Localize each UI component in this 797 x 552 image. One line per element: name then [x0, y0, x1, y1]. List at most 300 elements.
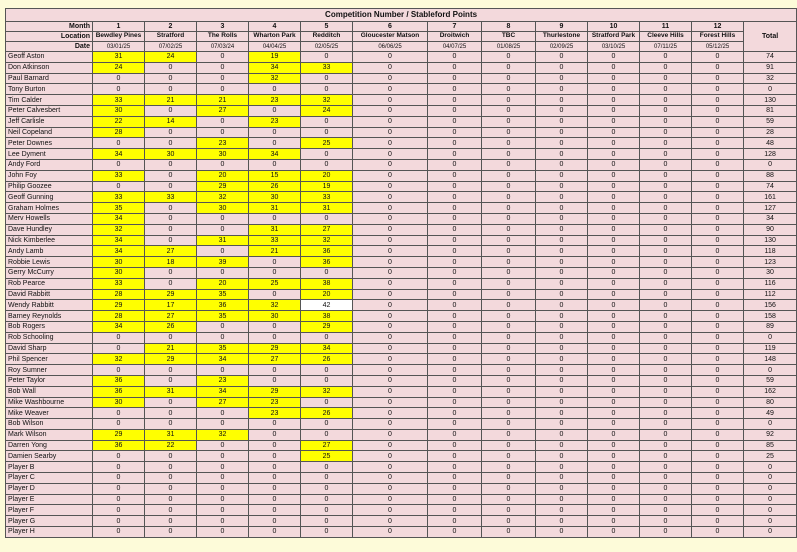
score-cell: 27	[145, 311, 197, 322]
score-cell: 26	[145, 321, 197, 332]
player-name: Player G	[6, 516, 93, 527]
score-cell: 0	[145, 235, 197, 246]
total-cell: 0	[744, 516, 797, 527]
score-cell: 29	[145, 354, 197, 365]
score-cell: 0	[588, 408, 640, 419]
score-cell: 35	[197, 343, 249, 354]
table-row	[6, 343, 797, 354]
score-cell: 32	[93, 224, 145, 235]
player-name: Tim Calder	[6, 95, 93, 106]
score-cell: 0	[640, 451, 692, 462]
player-name: John Foy	[6, 170, 93, 181]
score-cell: 0	[428, 483, 482, 494]
score-cell: 0	[536, 224, 588, 235]
score-cell: 20	[197, 278, 249, 289]
score-cell: 0	[482, 95, 536, 106]
score-cell: 0	[482, 116, 536, 127]
score-cell: 0	[692, 343, 744, 354]
player-name: Neil Copeland	[6, 127, 93, 138]
score-cell: 0	[301, 213, 353, 224]
total-cell: 158	[744, 311, 797, 322]
venue-name: Stratford	[145, 32, 197, 42]
score-cell: 27	[197, 397, 249, 408]
score-cell: 31	[145, 386, 197, 397]
score-cell: 0	[301, 332, 353, 343]
score-cell: 0	[482, 170, 536, 181]
total-cell: 0	[744, 332, 797, 343]
score-cell: 0	[536, 354, 588, 365]
score-cell: 25	[249, 278, 301, 289]
score-cell: 0	[640, 440, 692, 451]
score-cell: 0	[249, 159, 301, 170]
score-cell: 0	[640, 149, 692, 160]
score-cell: 0	[692, 289, 744, 300]
score-cell: 0	[353, 408, 428, 419]
score-cell: 0	[536, 343, 588, 354]
score-cell: 0	[692, 516, 744, 527]
score-cell: 0	[353, 311, 428, 322]
score-cell: 0	[197, 483, 249, 494]
player-name: Andy Ford	[6, 159, 93, 170]
score-cell: 0	[536, 181, 588, 192]
score-cell: 0	[588, 246, 640, 257]
score-cell: 34	[249, 62, 301, 73]
score-cell: 0	[93, 181, 145, 192]
score-cell: 17	[145, 300, 197, 311]
score-cell: 0	[692, 527, 744, 538]
score-cell: 30	[145, 149, 197, 160]
score-cell: 29	[301, 321, 353, 332]
score-cell: 0	[536, 321, 588, 332]
total-cell: 0	[744, 505, 797, 516]
table-row	[6, 462, 797, 473]
table-row	[6, 494, 797, 505]
player-name: Barney Reynolds	[6, 311, 93, 322]
total-header: Total	[744, 22, 797, 52]
score-cell: 0	[428, 494, 482, 505]
total-cell: 0	[744, 84, 797, 95]
score-cell: 0	[640, 289, 692, 300]
score-cell: 26	[249, 181, 301, 192]
total-cell: 123	[744, 257, 797, 268]
score-cell: 0	[536, 84, 588, 95]
score-cell: 0	[301, 494, 353, 505]
score-cell: 22	[145, 440, 197, 451]
score-cell: 0	[353, 257, 428, 268]
score-cell: 23	[249, 95, 301, 106]
score-cell: 31	[301, 203, 353, 214]
score-cell: 0	[482, 278, 536, 289]
total-cell: 116	[744, 278, 797, 289]
score-cell: 0	[428, 386, 482, 397]
score-cell: 0	[249, 332, 301, 343]
total-cell: 85	[744, 440, 797, 451]
score-cell: 0	[536, 311, 588, 322]
score-cell: 34	[197, 354, 249, 365]
score-cell: 34	[93, 235, 145, 246]
total-cell: 118	[744, 246, 797, 257]
score-cell: 0	[536, 332, 588, 343]
score-cell: 0	[536, 505, 588, 516]
total-cell: 74	[744, 52, 797, 63]
score-cell: 0	[536, 203, 588, 214]
score-cell: 0	[197, 365, 249, 376]
score-cell: 0	[353, 462, 428, 473]
score-cell: 0	[249, 419, 301, 430]
score-cell: 32	[249, 300, 301, 311]
score-cell: 0	[428, 300, 482, 311]
venue-name: TBC	[482, 32, 536, 42]
player-name: David Rabbitt	[6, 289, 93, 300]
score-cell: 0	[536, 419, 588, 430]
competition-date: 06/06/25	[353, 42, 428, 52]
total-cell: 74	[744, 181, 797, 192]
score-cell: 0	[145, 224, 197, 235]
score-cell: 0	[249, 473, 301, 484]
score-cell: 0	[301, 52, 353, 63]
score-cell: 0	[301, 149, 353, 160]
month-number: 4	[249, 22, 301, 32]
month-number: 5	[301, 22, 353, 32]
score-cell: 0	[536, 235, 588, 246]
score-cell: 0	[93, 527, 145, 538]
score-cell: 0	[482, 246, 536, 257]
venue-name: Thurlestone	[536, 32, 588, 42]
table-row	[6, 257, 797, 268]
score-cell: 0	[353, 332, 428, 343]
score-cell: 0	[536, 127, 588, 138]
score-cell: 0	[353, 116, 428, 127]
score-cell: 32	[197, 192, 249, 203]
score-cell: 0	[640, 397, 692, 408]
score-cell: 0	[692, 159, 744, 170]
table-row	[6, 192, 797, 203]
score-cell: 0	[482, 235, 536, 246]
player-name: Robbie Lewis	[6, 257, 93, 268]
competition-date: 04/04/25	[249, 42, 301, 52]
score-cell: 24	[301, 105, 353, 116]
score-cell: 36	[301, 246, 353, 257]
table-row	[6, 52, 797, 63]
score-cell: 0	[93, 332, 145, 343]
score-cell: 0	[428, 473, 482, 484]
player-name: Player C	[6, 473, 93, 484]
table-row	[6, 159, 797, 170]
score-cell: 0	[428, 365, 482, 376]
score-cell: 34	[249, 149, 301, 160]
score-cell: 0	[145, 473, 197, 484]
total-cell: 0	[744, 527, 797, 538]
score-cell: 29	[145, 289, 197, 300]
score-cell: 0	[249, 505, 301, 516]
score-cell: 0	[301, 375, 353, 386]
score-cell: 0	[428, 73, 482, 84]
score-cell: 0	[640, 419, 692, 430]
score-cell: 0	[536, 192, 588, 203]
score-cell: 0	[588, 52, 640, 63]
score-cell: 0	[640, 203, 692, 214]
score-cell: 0	[353, 235, 428, 246]
player-name: Wendy Rabbitt	[6, 300, 93, 311]
score-cell: 0	[588, 505, 640, 516]
player-name: Darren Yong	[6, 440, 93, 451]
score-cell: 0	[428, 127, 482, 138]
score-cell: 0	[93, 84, 145, 95]
month-number: 6	[353, 22, 428, 32]
score-cell: 34	[93, 246, 145, 257]
score-cell: 0	[93, 505, 145, 516]
score-cell: 0	[692, 170, 744, 181]
score-cell: 0	[353, 181, 428, 192]
score-cell: 0	[640, 62, 692, 73]
score-cell: 0	[145, 159, 197, 170]
competition-date: 02/05/25	[301, 42, 353, 52]
score-cell: 0	[588, 300, 640, 311]
score-cell: 0	[482, 505, 536, 516]
score-cell: 0	[588, 354, 640, 365]
score-cell: 0	[640, 105, 692, 116]
score-cell: 23	[249, 397, 301, 408]
score-cell: 0	[482, 311, 536, 322]
score-cell: 27	[249, 354, 301, 365]
score-cell: 0	[692, 505, 744, 516]
competition-date: 07/11/25	[640, 42, 692, 52]
score-cell: 0	[482, 527, 536, 538]
table-row	[6, 516, 797, 527]
score-cell: 0	[588, 95, 640, 106]
score-cell: 0	[640, 375, 692, 386]
score-cell: 0	[588, 213, 640, 224]
score-cell: 0	[353, 192, 428, 203]
month-number: 9	[536, 22, 588, 32]
score-cell: 0	[428, 527, 482, 538]
month-number: 2	[145, 22, 197, 32]
score-cell: 20	[301, 170, 353, 181]
score-cell: 0	[482, 149, 536, 160]
venue-name: Forest Hills	[692, 32, 744, 42]
score-cell: 0	[197, 213, 249, 224]
score-cell: 0	[249, 213, 301, 224]
score-cell: 0	[692, 473, 744, 484]
score-cell: 0	[640, 332, 692, 343]
score-cell: 0	[482, 181, 536, 192]
score-cell: 22	[93, 116, 145, 127]
score-cell: 0	[482, 386, 536, 397]
score-cell: 0	[536, 289, 588, 300]
score-cell: 0	[353, 203, 428, 214]
score-cell: 0	[301, 462, 353, 473]
score-cell: 0	[536, 440, 588, 451]
table-row	[6, 278, 797, 289]
score-cell: 0	[301, 84, 353, 95]
competition-date: 03/10/25	[588, 42, 640, 52]
score-cell: 0	[353, 321, 428, 332]
score-cell: 21	[249, 246, 301, 257]
table-row	[6, 408, 797, 419]
score-cell: 0	[353, 365, 428, 376]
score-cell: 0	[482, 332, 536, 343]
score-cell: 38	[301, 311, 353, 322]
table-row	[6, 354, 797, 365]
score-cell: 0	[249, 451, 301, 462]
score-cell: 0	[301, 127, 353, 138]
score-cell: 0	[249, 138, 301, 149]
score-cell: 0	[640, 321, 692, 332]
score-cell: 0	[536, 149, 588, 160]
score-cell: 34	[93, 149, 145, 160]
player-name: Bob Rogers	[6, 321, 93, 332]
player-name: Graham Holmes	[6, 203, 93, 214]
score-cell: 25	[301, 138, 353, 149]
score-cell: 0	[588, 203, 640, 214]
score-cell: 35	[197, 311, 249, 322]
score-cell: 0	[428, 138, 482, 149]
score-cell: 29	[93, 429, 145, 440]
table-row	[6, 203, 797, 214]
score-cell: 0	[93, 138, 145, 149]
score-cell: 0	[482, 321, 536, 332]
table-row	[6, 332, 797, 343]
score-cell: 0	[588, 462, 640, 473]
score-cell: 0	[428, 149, 482, 160]
score-cell: 0	[482, 203, 536, 214]
score-cell: 23	[249, 408, 301, 419]
score-cell: 30	[249, 192, 301, 203]
score-cell: 0	[588, 343, 640, 354]
score-cell: 0	[536, 365, 588, 376]
score-cell: 26	[301, 408, 353, 419]
score-cell: 0	[588, 527, 640, 538]
score-cell: 0	[428, 462, 482, 473]
score-cell: 0	[640, 527, 692, 538]
score-cell: 33	[145, 192, 197, 203]
score-cell: 36	[93, 375, 145, 386]
table-row	[6, 311, 797, 322]
player-name: Player F	[6, 505, 93, 516]
total-cell: 0	[744, 473, 797, 484]
player-name: Andy Lamb	[6, 246, 93, 257]
competition-date: 03/01/25	[93, 42, 145, 52]
score-cell: 29	[249, 343, 301, 354]
score-cell: 0	[640, 159, 692, 170]
table-row	[6, 95, 797, 106]
score-cell: 0	[536, 213, 588, 224]
score-cell: 0	[482, 192, 536, 203]
total-cell: 156	[744, 300, 797, 311]
venue-name: Droitwich	[428, 32, 482, 42]
score-cell: 0	[353, 473, 428, 484]
score-cell: 33	[249, 235, 301, 246]
score-cell: 32	[93, 354, 145, 365]
score-cell: 0	[588, 235, 640, 246]
score-cell: 0	[197, 505, 249, 516]
score-cell: 0	[640, 462, 692, 473]
score-cell: 33	[93, 95, 145, 106]
score-cell: 0	[249, 483, 301, 494]
total-cell: 89	[744, 321, 797, 332]
score-cell: 0	[482, 419, 536, 430]
score-cell: 0	[536, 473, 588, 484]
score-cell: 0	[145, 170, 197, 181]
month-label: Month	[6, 22, 93, 32]
score-cell: 0	[428, 408, 482, 419]
score-cell: 32	[301, 386, 353, 397]
table-row	[6, 224, 797, 235]
score-cell: 0	[692, 354, 744, 365]
score-cell: 0	[353, 419, 428, 430]
score-cell: 0	[588, 289, 640, 300]
score-cell: 0	[249, 257, 301, 268]
venue-name: Bewdley Pines	[93, 32, 145, 42]
table-row	[6, 440, 797, 451]
table-row	[6, 473, 797, 484]
score-cell: 36	[93, 440, 145, 451]
score-cell: 0	[482, 159, 536, 170]
score-cell: 0	[145, 213, 197, 224]
total-cell: 130	[744, 235, 797, 246]
score-cell: 0	[692, 397, 744, 408]
total-cell: 59	[744, 375, 797, 386]
score-cell: 30	[93, 105, 145, 116]
venue-name: Redditch	[301, 32, 353, 42]
score-cell: 0	[640, 365, 692, 376]
score-cell: 0	[145, 181, 197, 192]
score-cell: 34	[93, 213, 145, 224]
score-cell: 0	[692, 235, 744, 246]
table-row	[6, 483, 797, 494]
score-cell: 0	[536, 300, 588, 311]
table-row	[6, 235, 797, 246]
table-row	[6, 73, 797, 84]
score-cell: 0	[640, 213, 692, 224]
player-name: Player D	[6, 483, 93, 494]
score-cell: 0	[428, 311, 482, 322]
total-cell: 32	[744, 73, 797, 84]
score-cell: 0	[482, 375, 536, 386]
score-cell: 0	[482, 257, 536, 268]
month-number: 10	[588, 22, 640, 32]
score-cell: 0	[197, 224, 249, 235]
player-name: Bob Wall	[6, 386, 93, 397]
score-cell: 29	[197, 181, 249, 192]
score-cell: 0	[353, 451, 428, 462]
score-cell: 0	[640, 170, 692, 181]
score-cell: 0	[353, 84, 428, 95]
score-cell: 0	[482, 473, 536, 484]
score-cell: 0	[640, 483, 692, 494]
score-cell: 0	[536, 516, 588, 527]
player-name: Player E	[6, 494, 93, 505]
score-cell: 0	[93, 462, 145, 473]
score-cell: 33	[93, 170, 145, 181]
total-cell: 0	[744, 462, 797, 473]
score-cell: 27	[301, 224, 353, 235]
score-cell: 0	[301, 397, 353, 408]
score-cell: 0	[353, 375, 428, 386]
score-cell: 0	[692, 440, 744, 451]
player-name: Geoff Aston	[6, 52, 93, 63]
score-cell: 0	[145, 267, 197, 278]
player-name: Rob Schooling	[6, 332, 93, 343]
score-cell: 0	[692, 246, 744, 257]
score-cell: 0	[692, 62, 744, 73]
score-cell: 0	[428, 105, 482, 116]
competition-date: 04/07/25	[428, 42, 482, 52]
score-cell: 0	[197, 84, 249, 95]
score-cell: 0	[482, 397, 536, 408]
score-cell: 0	[249, 127, 301, 138]
score-cell: 0	[301, 473, 353, 484]
